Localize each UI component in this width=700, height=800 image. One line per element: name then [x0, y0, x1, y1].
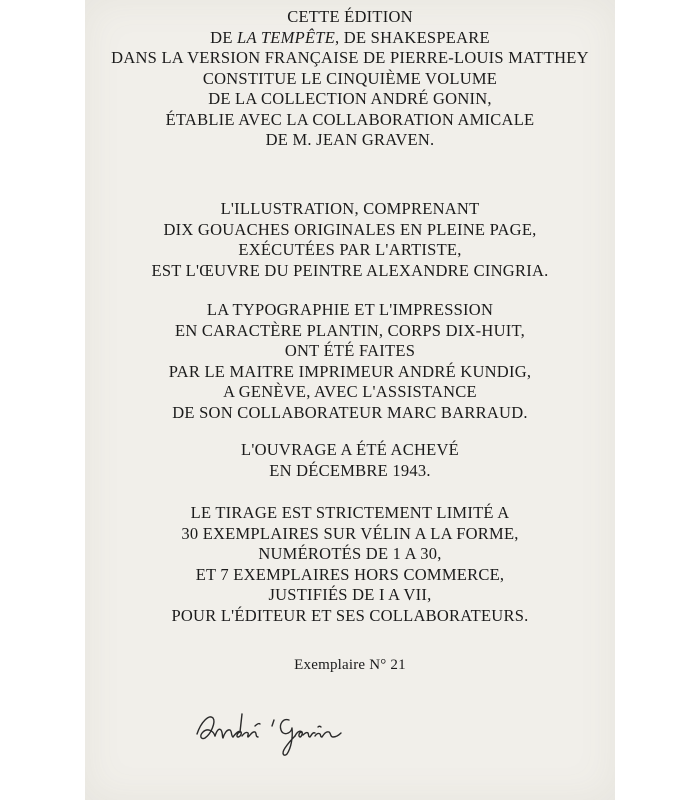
signature-icon	[193, 700, 353, 760]
colophon-line: L'OUVRAGE A ÉTÉ ACHEVÉ	[241, 440, 459, 459]
colophon-line: POUR L'ÉDITEUR ET SES COLLABORATEURS.	[171, 605, 529, 625]
colophon-line: L'ILLUSTRATION, COMPRENANT	[220, 199, 480, 218]
colophon-line-title	[85, 28, 615, 49]
copy-number: Exemplaire N° 21	[294, 657, 406, 673]
colophon-line: DE SON COLLABORATEUR MARC BARRAUD.	[172, 402, 528, 422]
colophon-line: EN DÉCEMBRE 1943.	[269, 460, 431, 480]
colophon-line: CONSTITUE LE CINQUIÈME VOLUME	[202, 68, 498, 88]
colophon-page	[85, 0, 615, 800]
colophon-paragraph-illustration	[85, 199, 615, 281]
colophon-line: EST L'ŒUVRE DU PEINTRE ALEXANDRE CINGRIA.	[151, 260, 549, 280]
colophon-line: DIX GOUACHES ORIGINALES EN PLEINE PAGE,	[163, 219, 537, 239]
colophon-line: ONT ÉTÉ FAITES	[284, 341, 416, 360]
colophon-line: ÉTABLIE AVEC LA COLLABORATION AMICALE	[165, 109, 535, 129]
colophon-line: ET 7 EXEMPLAIRES HORS COMMERCE,	[195, 564, 505, 584]
colophon-paragraph-completion	[85, 440, 615, 481]
work-title: LA TEMPÊTE	[237, 27, 336, 47]
colophon-line: LA TYPOGRAPHIE ET L'IMPRESSION	[206, 300, 494, 319]
colophon-line: NUMÉROTÉS DE 1 A 30,	[258, 544, 442, 563]
colophon-line: EXÉCUTÉES PAR L'ARTISTE,	[238, 240, 462, 259]
colophon-line: PAR LE MAITRE IMPRIMEUR ANDRÉ KUNDIG,	[168, 361, 532, 381]
title-prefix: DE	[210, 27, 238, 47]
colophon-line: A GENÈVE, AVEC L'ASSISTANCE	[223, 382, 477, 401]
title-suffix: , DE SHAKESPEARE	[335, 27, 490, 47]
colophon-line: DE LA COLLECTION ANDRÉ GONIN,	[208, 89, 492, 108]
colophon-line: DE M. JEAN GRAVEN.	[265, 130, 435, 149]
colophon-line: DANS LA VERSION FRANÇAISE DE PIERRE-LOUIS MATTHEY	[111, 48, 589, 67]
colophon-paragraph-edition	[85, 7, 615, 151]
colophon-paragraph-typography	[85, 300, 615, 423]
colophon-line: EN CARACTÈRE PLANTIN, CORPS DIX-HUIT,	[175, 320, 525, 340]
colophon-paragraph-print-run	[85, 503, 615, 626]
colophon-line: 30 EXEMPLAIRES SUR VÉLIN A LA FORME,	[181, 523, 519, 543]
colophon-line: JUSTIFIÉS DE I A VII,	[268, 585, 432, 604]
colophon-line: LE TIRAGE EST STRICTEMENT LIMITÉ A	[190, 503, 510, 522]
colophon-line: CETTE ÉDITION	[287, 7, 413, 26]
handwritten-signature	[193, 700, 353, 760]
